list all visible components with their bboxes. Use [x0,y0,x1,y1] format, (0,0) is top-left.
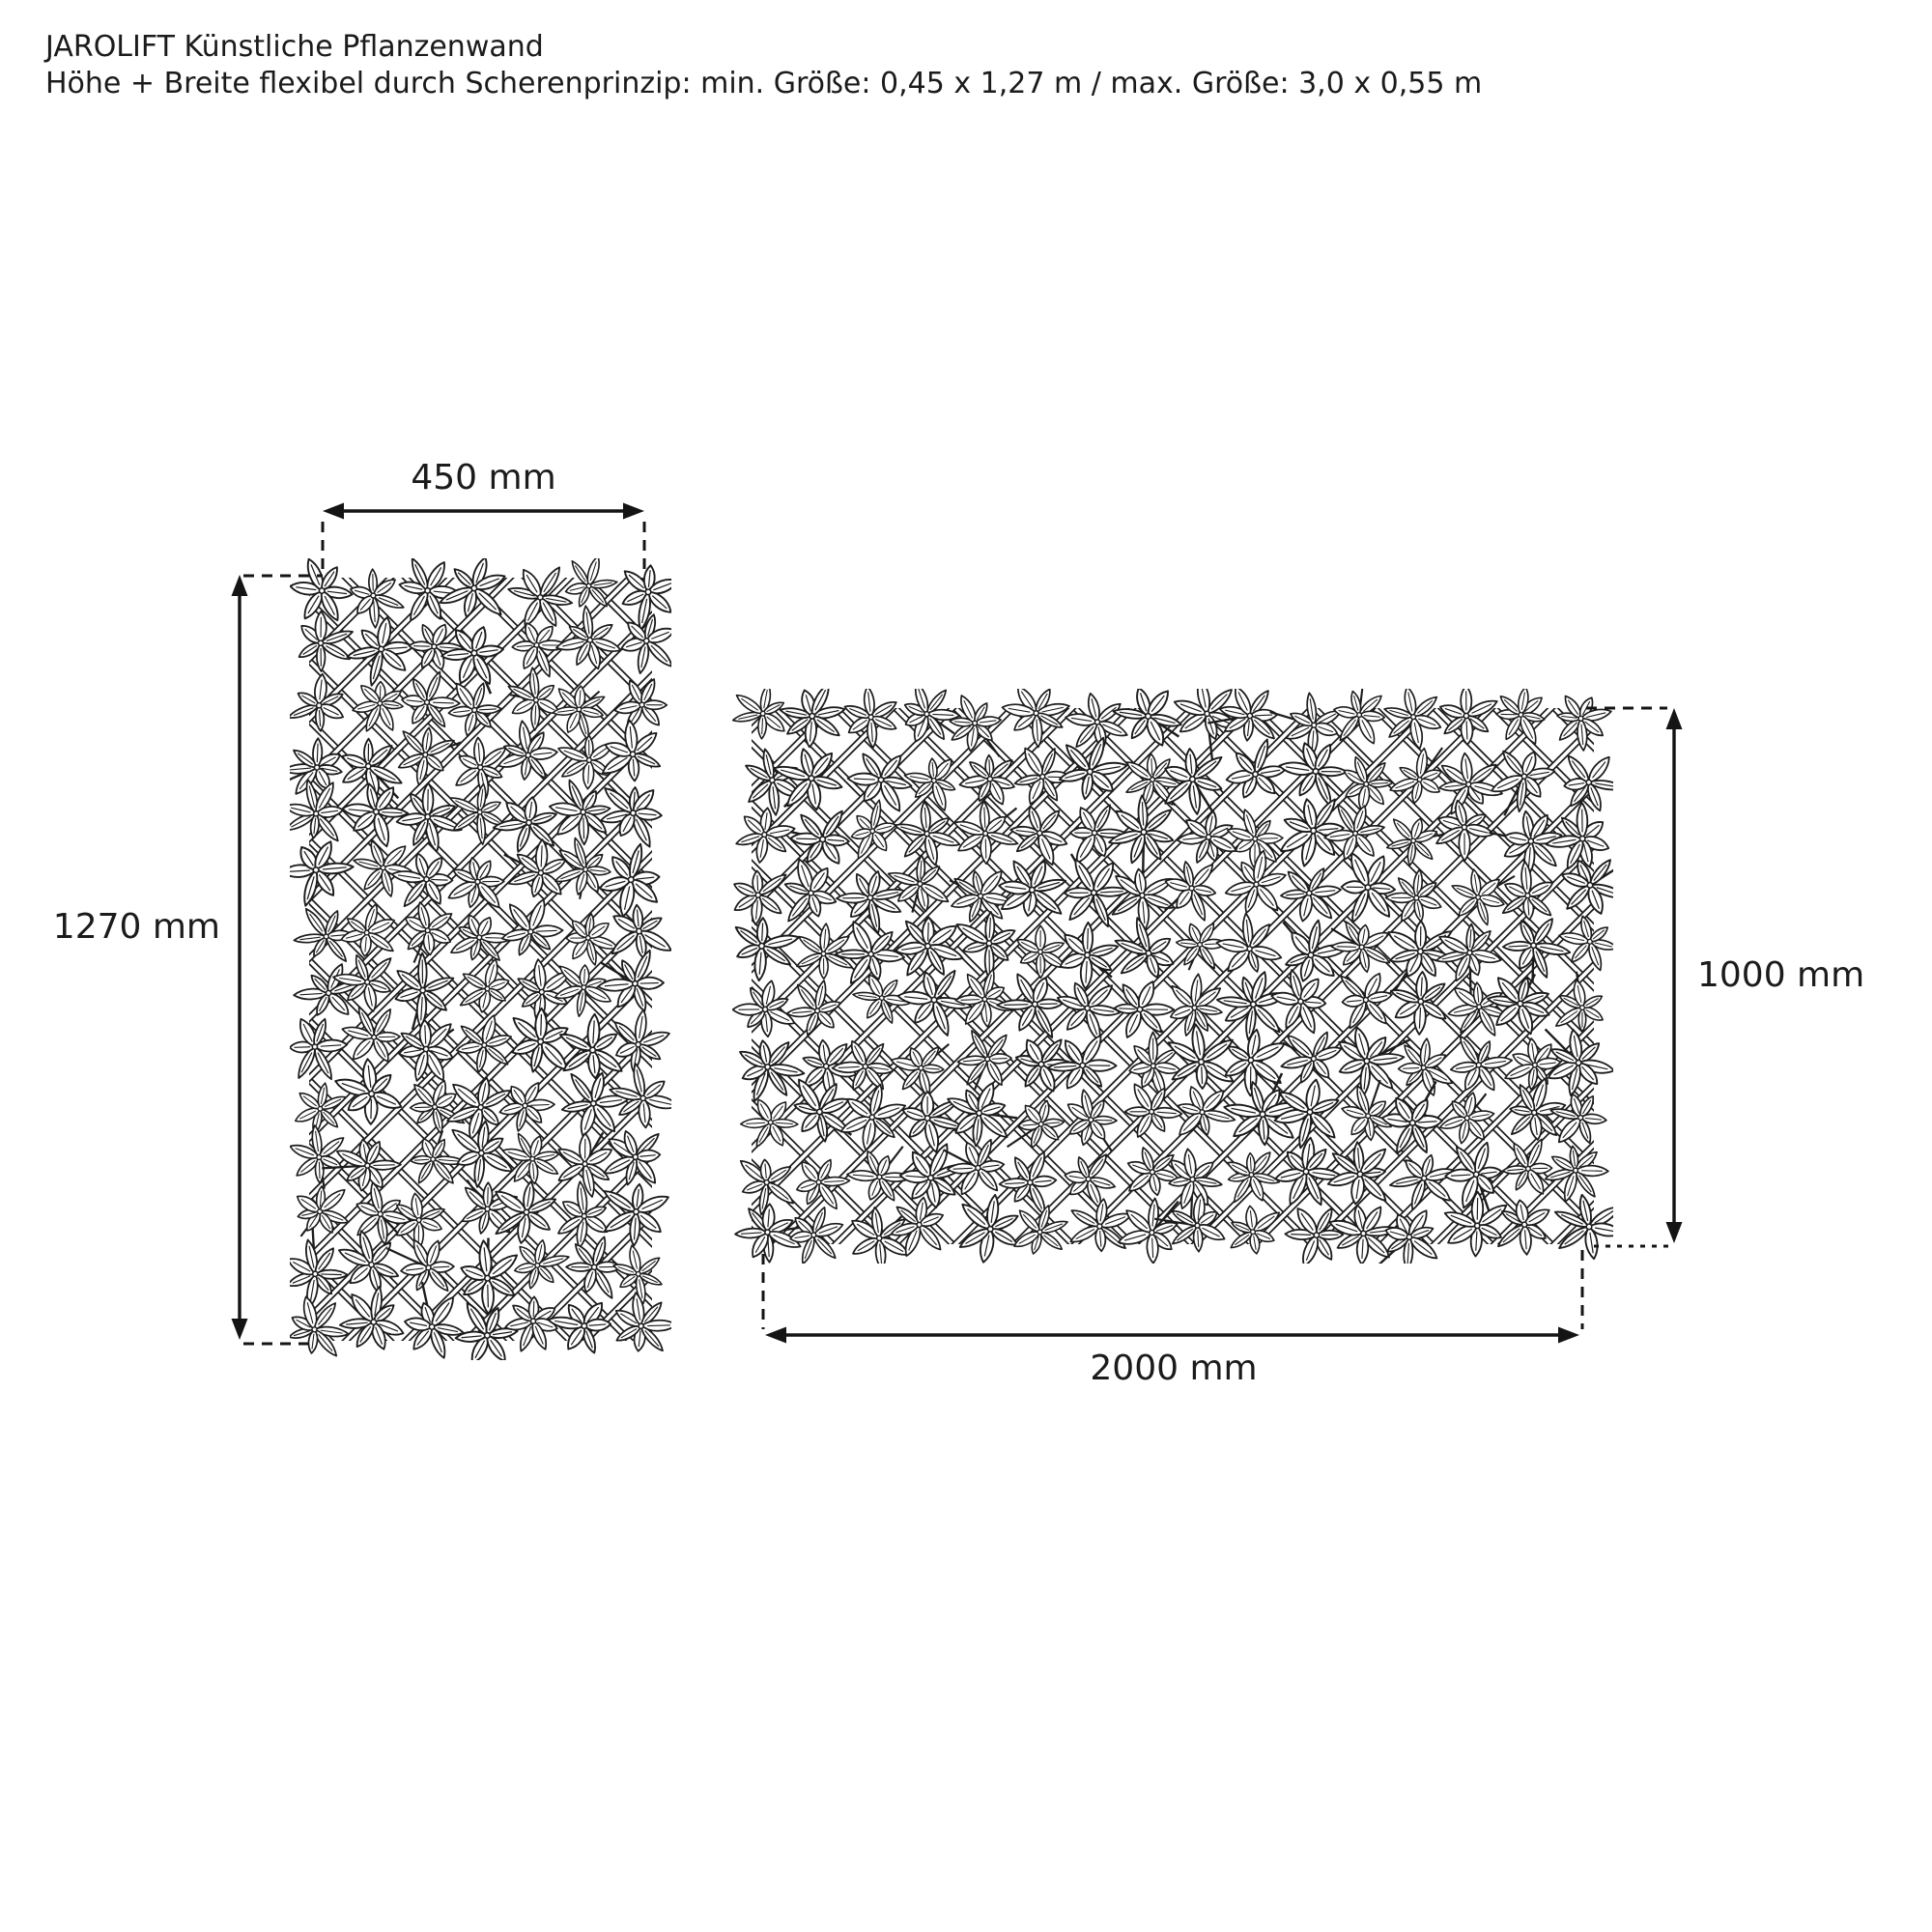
portrait-height-label: 1270 mm [52,907,220,947]
leaf-panel-landscape [732,689,1613,1267]
portrait-width-label: 450 mm [411,458,556,497]
landscape-height-label: 1000 mm [1697,955,1865,995]
leaf-panel-portrait [290,558,671,1364]
landscape-width-label: 2000 mm [1090,1349,1258,1388]
product-title: JAROLIFT Künstliche Pflanzenwand [45,30,544,64]
product-subtitle: Höhe + Breite flexibel durch Scherenprinzip: min. Größe: 0,45 x 1,27 m / max. Größe: 3,0 x 0,55 m [45,67,1483,100]
header [45,29,1482,102]
